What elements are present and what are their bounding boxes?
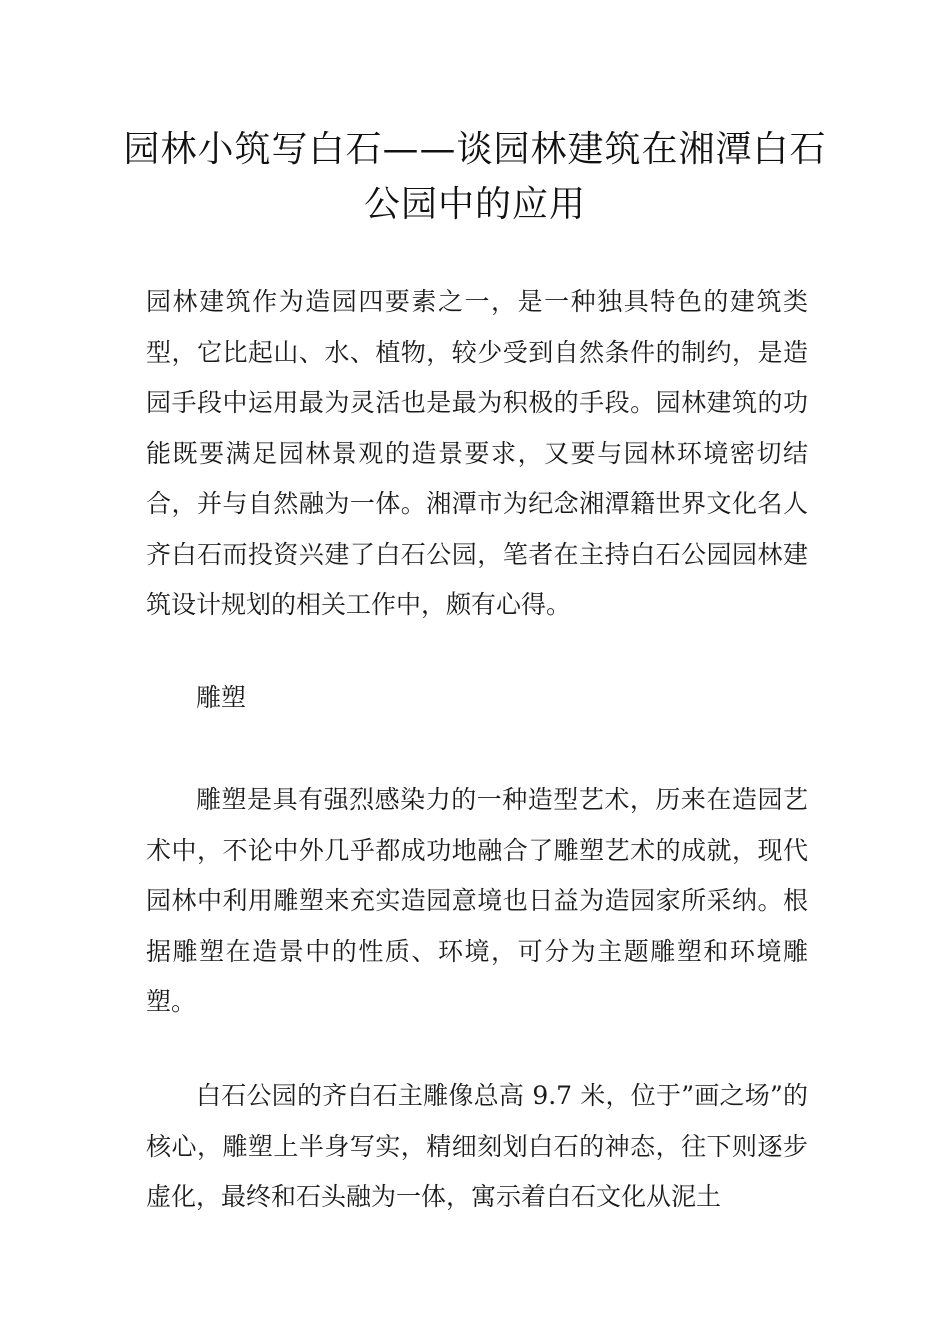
intro-paragraph: 园林建筑作为造园四要素之一，是一种独具特色的建筑类型，它比起山、水、植物，较少受到自然条件的制约，是造园手段中运用最为灵活也是最为积极的手段。园林建筑的功能既要满足园林景观的造景要求，又要与园林环境密切结合，并与自然融为一体。湘潭市为纪念湘潭籍世界文化名人齐白石而投资兴建了白石公园，笔者在主持白石公园园林建筑设计规划的相关工作中，颇有心得。 [146,287,808,619]
document-title: 园林小筑写白石——谈园林建筑在湘潭白石公园中的应用 [123,129,827,225]
sculpture-paragraph: 雕塑是具有强烈感染力的一种造型艺术，历来在造园艺术中，不论中外几乎都成功地融合了雕塑艺术的成就，现代园林中利用雕塑来充实造园意境也日益为造园家所采纳。根据雕塑在造景中的性质、环境，可分为主题雕塑和环境雕塑。 [146,785,808,1016]
statue-paragraph: 白石公园的齐白石主雕像总高 9.7 米，位于”画之场”的核心，雕塑上半身写实，精细刻划白石的神态，往下则逐步虚化，最终和石头融为一体，寓示着白石文化从泥土 [146,1081,808,1211]
section-heading-sculpture: 雕塑 [196,683,247,712]
